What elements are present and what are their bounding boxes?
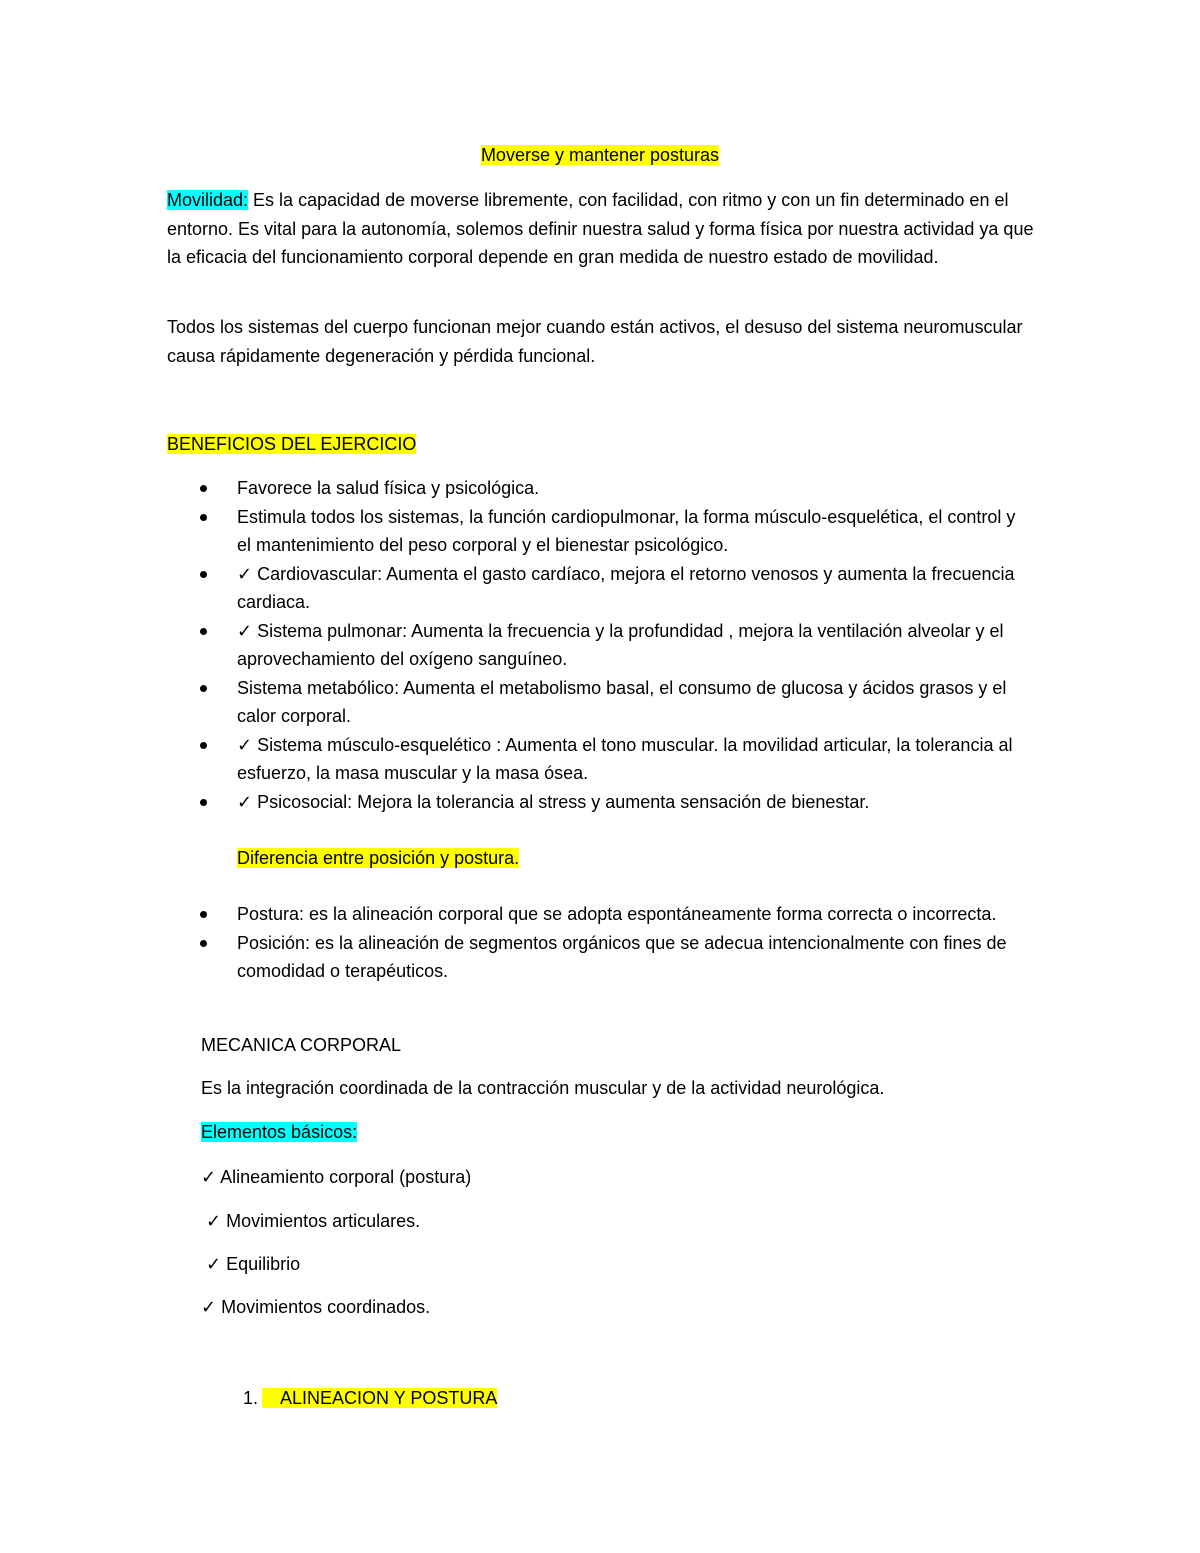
bullet-icon [200, 571, 207, 578]
intro-text: Es la capacidad de moverse libremente, con facilidad, con ritmo y con un fin determinado en el entorno. Es vital para la autonomía, solemos definir nuestra salud y forma física por nuestra actividad ya que la eficacia del funcionamiento corporal depende en gran medida de nuestro estado de movilidad. [167, 190, 1034, 267]
list-item: ✓ Sistema músculo-esquelético : Aumenta el tono muscular. la movilidad articular, la tolerancia al esfuerzo, la masa muscular y la masa ósea. [167, 731, 1027, 788]
bullet-icon [200, 799, 207, 806]
bullet-icon [200, 628, 207, 635]
list-item: Estimula todos los sistemas, la función cardiopulmonar, la forma músculo-esquelética, el control y el mantenimiento del peso corporal y el bienestar psicológico. [167, 503, 1027, 560]
bullet-icon [200, 485, 207, 492]
section-number: 1. [243, 1388, 259, 1408]
systems-paragraph: Todos los sistemas del cuerpo funcionan mejor cuando están activos, el desuso del sistema neuromuscular causa rápidamente degeneración y pérdida funcional. [167, 317, 1023, 366]
list-item: Sistema metabólico: Aumenta el metabolismo basal, el consumo de glucosa y ácidos grasos y el calor corporal. [167, 674, 1027, 731]
list-item: Postura: es la alineación corporal que se adopta espontáneamente forma correcta o incorrecta. [167, 900, 1027, 929]
difference-list [167, 900, 1027, 986]
bullet-icon [200, 514, 207, 521]
elements-item-joint-movements: ✓ Movimientos articulares. [206, 1211, 421, 1231]
benefits-list [167, 474, 1027, 816]
benefits-heading: BENEFICIOS DEL EJERCICIO [167, 434, 417, 454]
elements-item-alignment: ✓ Alineamiento corporal (postura) [201, 1167, 472, 1187]
elements-item-balance: ✓ Equilibrio [206, 1254, 301, 1274]
bullet-icon [200, 742, 207, 749]
list-item: Posición: es la alineación de segmentos orgánicos que se adecua intencionalmente con fines de comodidad o terapéuticos. [167, 929, 1027, 986]
section-1-heading [243, 1387, 497, 1409]
list-item: ✓ Psicosocial: Mejora la tolerancia al stress y aumenta sensación de bienestar. [167, 788, 1027, 817]
intro-term: Movilidad: [167, 190, 249, 210]
list-item: Favorece la salud física y psicológica. [167, 474, 1027, 503]
document-title: Moverse y mantener posturas [480, 145, 720, 165]
section-title: ALINEACION Y POSTURA [262, 1388, 497, 1408]
elements-heading: Elementos básicos: [201, 1122, 358, 1142]
mechanics-heading: MECANICA CORPORAL [201, 1035, 402, 1055]
mechanics-text: Es la integración coordinada de la contracción muscular y de la actividad neurológica. [201, 1078, 885, 1098]
list-item: ✓ Cardiovascular: Aumenta el gasto cardíaco, mejora el retorno venosos y aumenta la frecuencia cardiaca. [167, 560, 1027, 617]
difference-heading: Diferencia entre posición y postura. [237, 848, 520, 868]
bullet-icon [200, 911, 207, 918]
bullet-icon [200, 940, 207, 947]
intro-paragraph [167, 186, 1047, 272]
elements-item-coordinated-movements: ✓ Movimientos coordinados. [201, 1297, 431, 1317]
bullet-icon [200, 685, 207, 692]
list-item: ✓ Sistema pulmonar: Aumenta la frecuencia y la profundidad , mejora la ventilación alveolar y el aprovechamiento del oxígeno sanguíneo. [167, 617, 1027, 674]
